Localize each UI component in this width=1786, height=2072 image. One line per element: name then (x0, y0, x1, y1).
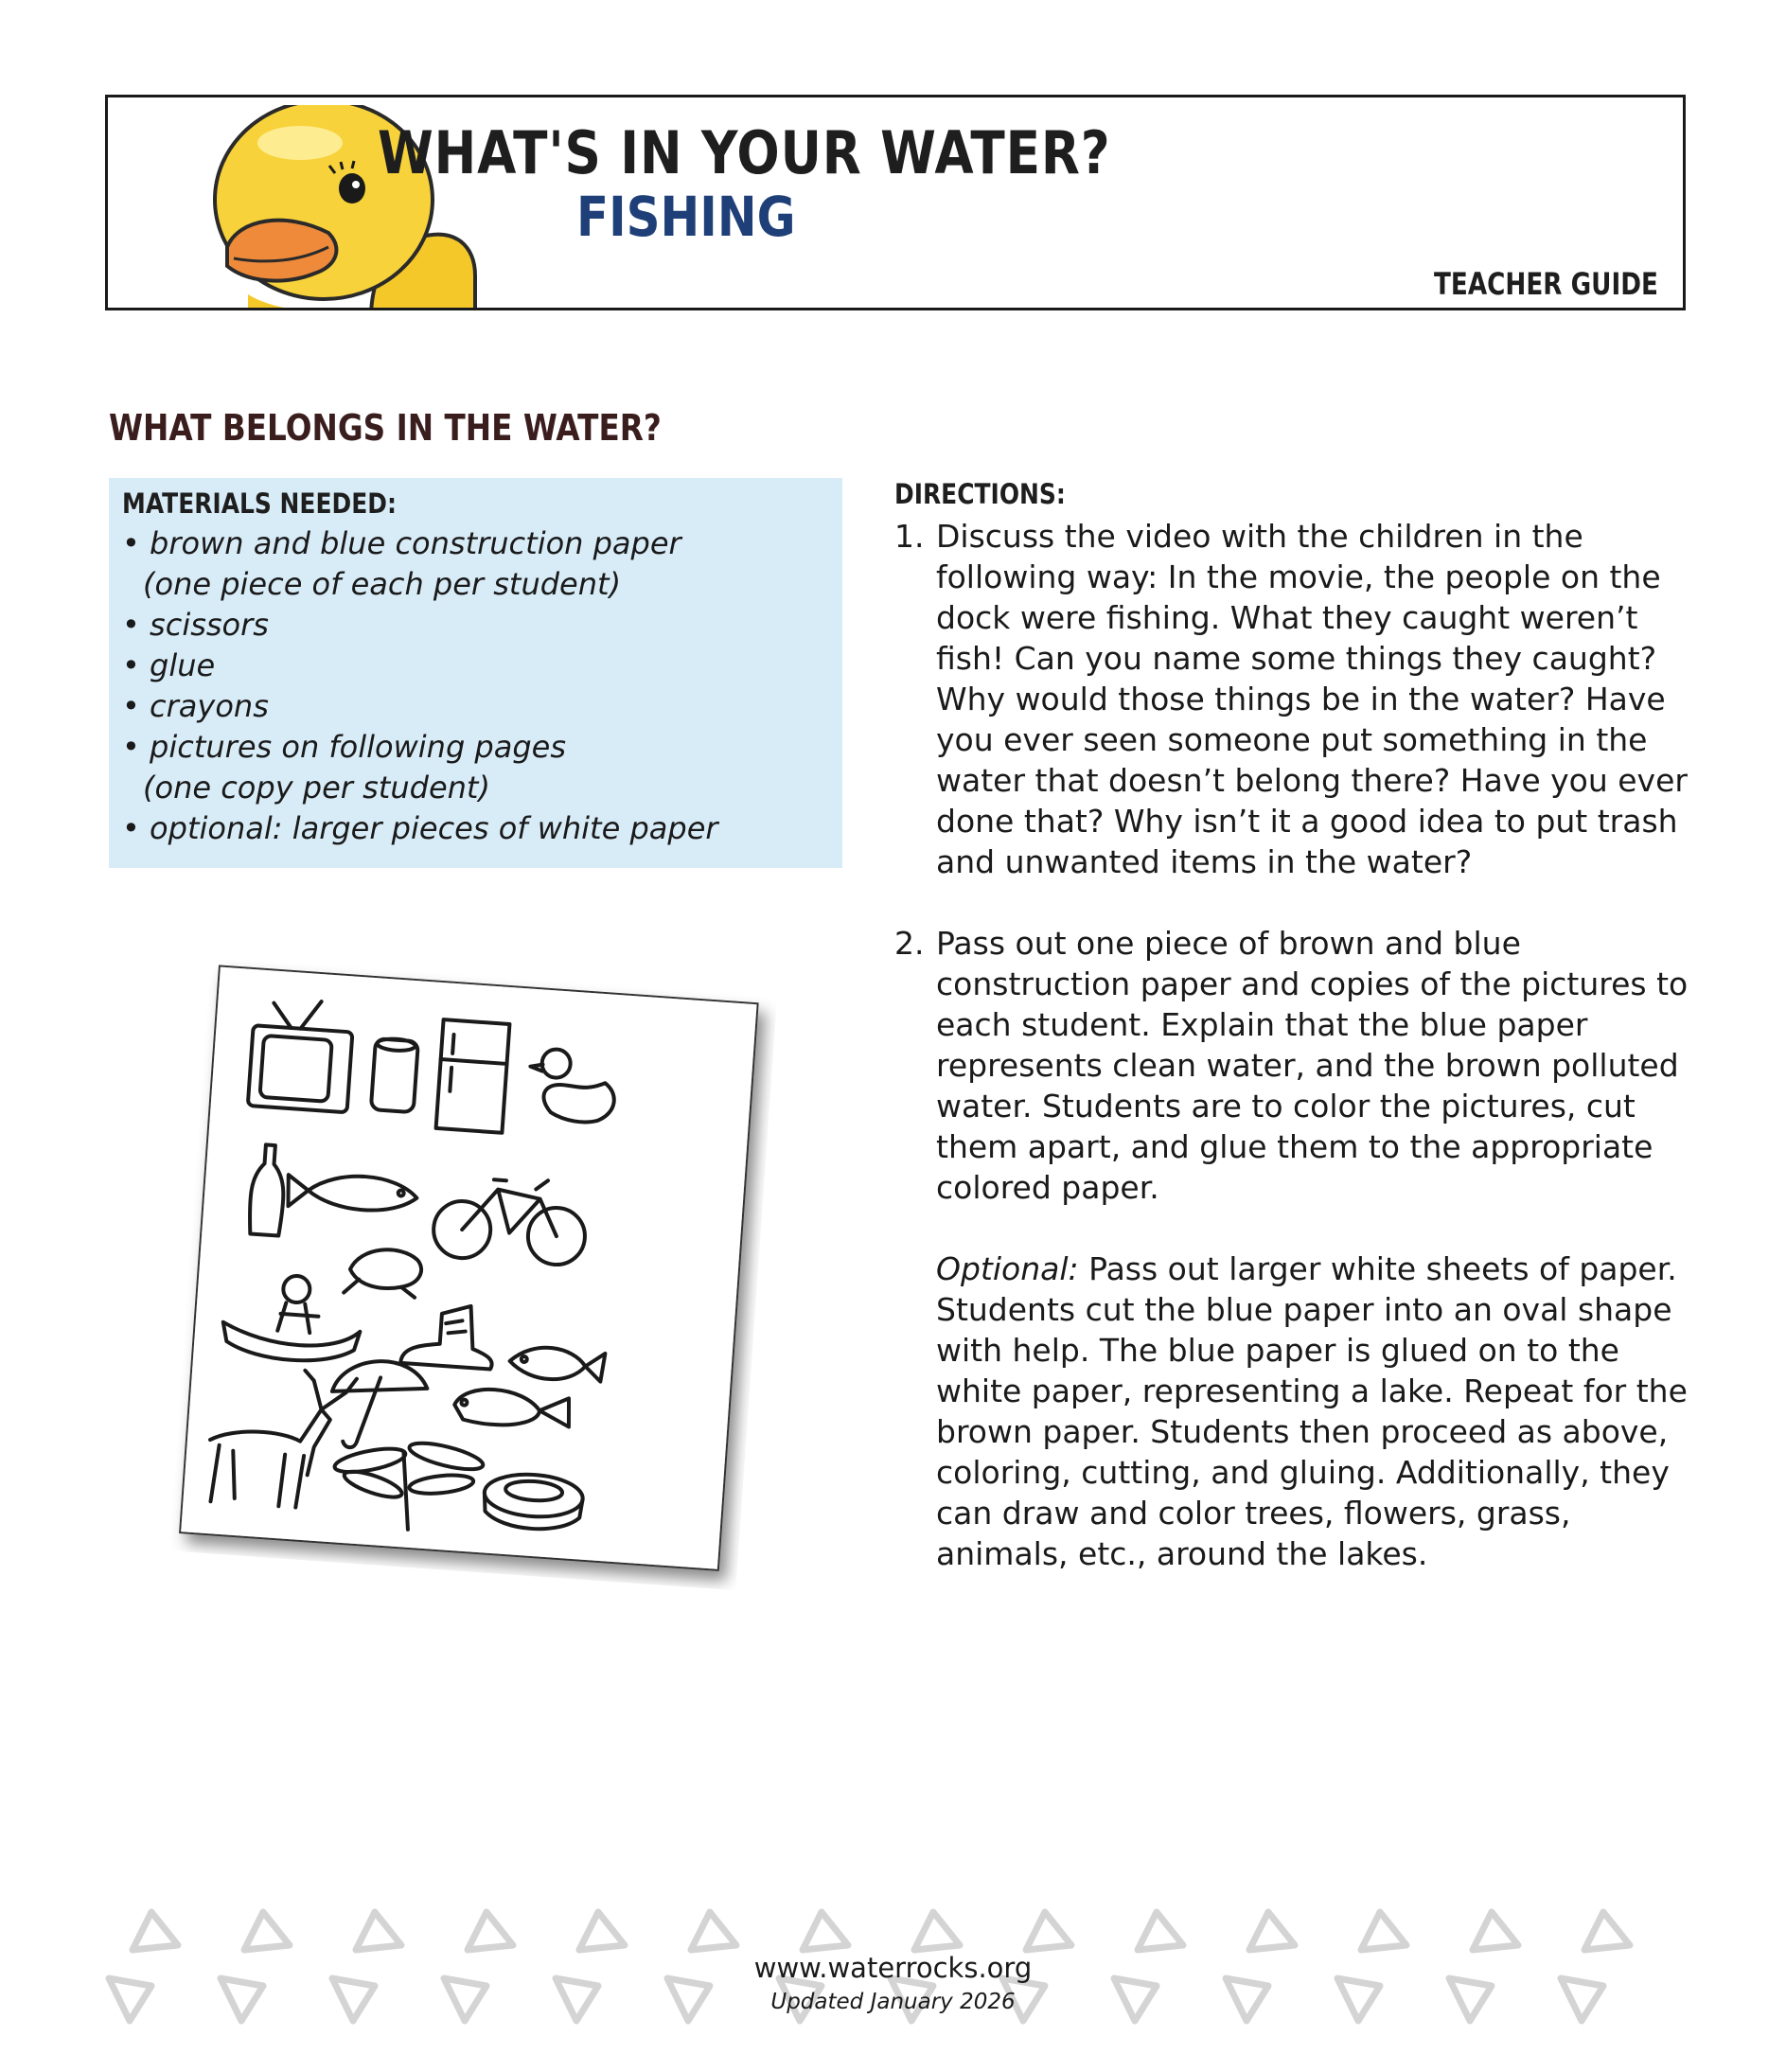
step-number: 1. (894, 518, 925, 555)
triangle-shape (1473, 1912, 1518, 1950)
triangle-shape (356, 1912, 401, 1950)
triangle-shape (468, 1912, 513, 1950)
list-item: • crayons (122, 688, 269, 724)
teacher-guide-label: TEACHER GUIDE (1434, 266, 1658, 302)
list-item: • brown and blue construction paper (one piece of each per student) (122, 525, 681, 602)
directions-section (894, 478, 1699, 1574)
triangle-shape (244, 1912, 290, 1950)
triangle-shape (133, 1912, 178, 1950)
materials-heading: MATERIALS NEEDED: (122, 487, 397, 520)
triangle-shape (1249, 1912, 1295, 1950)
page-title: WHAT'S IN YOUR WATER? (378, 118, 1111, 187)
list-item: • glue (122, 647, 216, 683)
list-item: • scissors (122, 607, 269, 643)
materials-list (122, 523, 829, 849)
triangle-shape (1138, 1912, 1183, 1950)
optional-label: Optional: (936, 1250, 1079, 1287)
triangle-shape (1026, 1912, 1071, 1950)
page-subtitle: FISHING (576, 185, 796, 249)
list-item: • pictures on following pages (one copy per student) (122, 729, 567, 806)
triangle-shape (1584, 1912, 1630, 1950)
step-text: Discuss the video with the children in the following way: In the movie, the people on the dock were fishing. What they caught weren’t fish! Can you name some things they caught? Why would those things be in the water? Have you ever seen someone put something in the water that doesn’t belong there? Have you ever done that? Why isn’t it a good idea to put trash and unwanted items in the water? (936, 518, 1688, 880)
worksheet-preview (189, 975, 757, 1571)
direction-step-2 (894, 923, 1699, 1208)
footer-updated-date: Updated January 2026 (770, 1990, 1016, 2014)
triangle-shape (1361, 1912, 1406, 1950)
header-banner (105, 95, 1686, 310)
triangle-shape (579, 1912, 625, 1950)
optional-step (894, 1249, 1699, 1574)
worksheet-sheet (169, 956, 777, 1590)
optional-text: Pass out larger white sheets of paper. Students cut the blue paper into an oval shape with help. The blue paper is glued on to the white paper, representing a lake. Repeat for the brown paper. Students then proceed as above, coloring, cutting, and gluing. Additionally, they can draw and color trees, flowers, grass, animals, etc., around the lakes. (936, 1250, 1688, 1572)
footer-url: www.waterrocks.org (753, 1952, 1033, 1984)
direction-step-1 (894, 516, 1699, 882)
triangle-shape (914, 1912, 960, 1950)
directions-heading: DIRECTIONS: (894, 478, 1066, 510)
step-text: Pass out one piece of brown and blue construction paper and copies of the pictures to each student. Explain that the blue paper represents clean water, and the brown polluted water. Students are to color the pictures, cut them apart, and glue them to the appropriate colored paper. (936, 925, 1689, 1206)
step-number: 2. (894, 925, 925, 962)
list-item: • optional: larger pieces of white paper (122, 810, 718, 846)
triangle-shape (691, 1912, 736, 1950)
materials-box (109, 478, 842, 868)
triangle-shape (803, 1912, 848, 1950)
section-heading: WHAT BELONGS IN THE WATER? (109, 407, 662, 449)
